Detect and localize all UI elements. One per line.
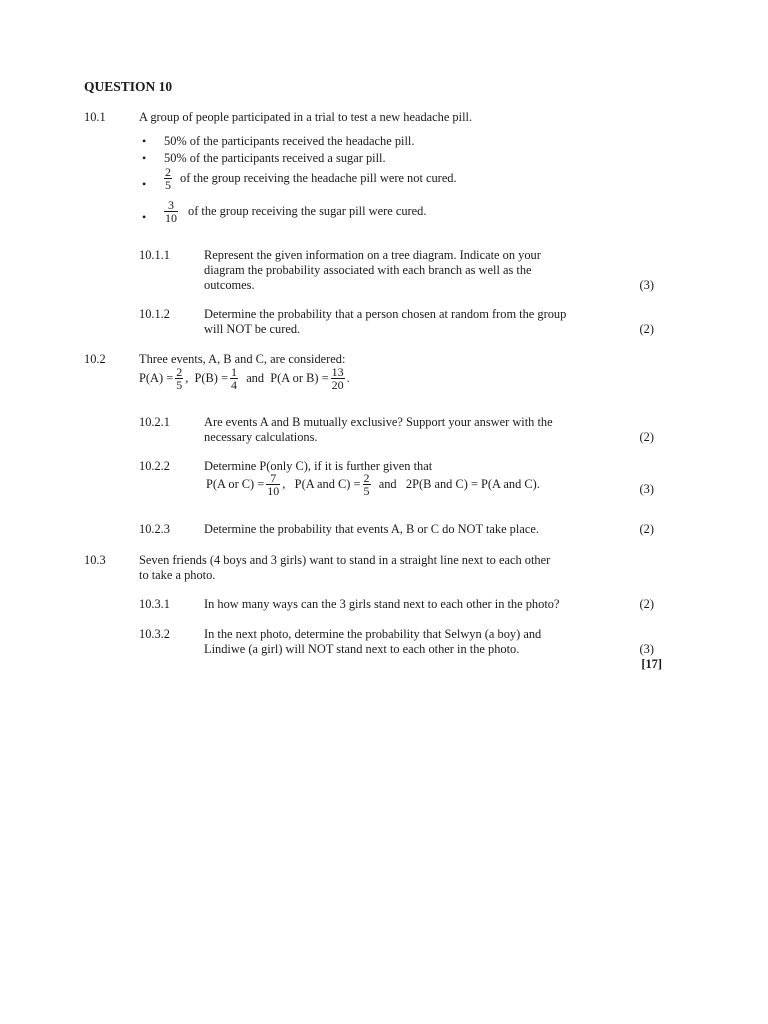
question-text-line: In the next photo, determine the probability that Selwyn (a boy) and — [204, 627, 542, 641]
q10-1-number: 10.1 — [84, 110, 106, 124]
given-probabilities: P(A or C) = $\frac{7}{10}$ , P(A and C) = $\frac{2}{5}$ and 2P(B and C) = P(A and C). — [206, 471, 540, 498]
fraction-denominator: 10 — [267, 484, 280, 498]
q10-2-1-number: 10.2.1 — [139, 415, 170, 429]
bullet-item: 50% of the participants received the headache pill. — [164, 134, 415, 148]
question-text-line: to take a photo. — [139, 568, 216, 582]
q10-1-intro: A group of people participated in a trial to test a new headache pill. — [139, 110, 473, 124]
fraction-denominator: 5 — [176, 378, 183, 392]
question-text-line: Determine P(only C), if it is further given that — [204, 459, 433, 473]
q10-3-2-number: 10.3.2 — [139, 627, 170, 641]
fraction-denominator: 4 — [230, 378, 237, 392]
fraction-numerator: 2 — [165, 165, 171, 179]
fraction-numerator: 3 — [168, 198, 174, 212]
marks: (2) — [639, 322, 654, 336]
q10-3-number: 10.3 — [84, 553, 106, 567]
fraction-denominator: 10 — [165, 211, 177, 225]
q10-1-1-number: 10.1.1 — [139, 248, 170, 262]
q10-2-number: 10.2 — [84, 352, 106, 366]
question-text-line: diagram the probability associated with each branch as well as the — [204, 263, 532, 277]
marks: (2) — [639, 430, 654, 444]
marks: (2) — [639, 522, 654, 536]
question-text-line: necessary calculations. — [204, 430, 318, 444]
fraction-numerator: 7 — [270, 471, 277, 485]
question-text-line: Determine the probability that events A, B or C do NOT take place. — [204, 522, 539, 536]
fraction-numerator: 13 — [331, 365, 344, 379]
bullet-text: of the group receiving the headache pill were not cured. — [180, 171, 457, 185]
fraction-denominator: 5 — [165, 178, 171, 192]
bullet-marker: • — [142, 134, 147, 148]
prob-label: P(B) = — [194, 371, 228, 385]
question-text-line: will NOT be cured. — [204, 322, 301, 336]
fraction — [363, 472, 371, 497]
q10-2-2-number: 10.2.2 — [139, 459, 170, 473]
fraction-denominator: 20 — [331, 378, 344, 392]
given-probabilities: P(A) = $\frac{2}{5}$ , P(B) = $\frac{1}{4}$ and P(A or B) = $\frac{13}{20}$ . — [139, 365, 350, 392]
fraction — [230, 366, 238, 391]
marks: (3) — [639, 642, 654, 656]
q10-2-intro: Three events, A, B and C, are considered: — [139, 352, 346, 366]
q10-1-2-number: 10.1.2 — [139, 307, 170, 321]
fraction-numerator: 1 — [230, 365, 237, 379]
question-text-line: Represent the given information on a tree diagram. Indicate on your — [204, 248, 541, 262]
fraction-numerator: 2 — [176, 365, 183, 379]
question-heading: QUESTION 10 — [84, 79, 173, 94]
and-word: and — [246, 371, 265, 385]
bullet-fraction-item — [162, 199, 426, 224]
bullet-marker: • — [142, 151, 147, 165]
bullet-item: 50% of the participants received a sugar pill. — [164, 151, 386, 165]
and-word: and — [378, 477, 397, 491]
bullet-fraction-item — [162, 166, 457, 191]
marks: (3) — [639, 278, 654, 292]
bullet-marker: • — [142, 210, 147, 224]
marks: (2) — [639, 597, 654, 611]
q10-2-3-number: 10.2.3 — [139, 522, 170, 536]
prob-label: P(A and C) = — [294, 477, 361, 491]
question-text-line: Lindiwe (a girl) will NOT stand next to each other in the photo. — [204, 642, 520, 656]
prob-label: P(A) = — [139, 371, 174, 385]
question-text-line: Seven friends (4 boys and 3 girls) want to stand in a straight line next to each other — [139, 553, 551, 567]
fraction — [331, 366, 345, 391]
fraction-numerator: 2 — [363, 471, 370, 485]
marks: (3) — [639, 482, 654, 496]
condition-text: 2P(B and C) = P(A and C). — [405, 477, 540, 491]
q10-3-1-number: 10.3.1 — [139, 597, 170, 611]
prob-label: P(A or B) = — [270, 371, 329, 385]
question-text-line: In how many ways can the 3 girls stand next to each other in the photo? — [204, 597, 560, 611]
fraction — [164, 166, 172, 191]
question-text-line: Determine the probability that a person chosen at random from the group — [204, 307, 567, 321]
question-text-line: Are events A and B mutually exclusive? Support your answer with the — [204, 415, 553, 429]
question-text-line: outcomes. — [204, 278, 255, 292]
fraction — [164, 199, 178, 224]
bullet-text: of the group receiving the sugar pill were cured. — [188, 204, 427, 218]
fraction — [266, 472, 280, 497]
question-total: [17] — [641, 657, 662, 671]
bullet-marker: • — [142, 177, 147, 191]
fraction — [175, 366, 183, 391]
fraction-denominator: 5 — [363, 484, 370, 498]
prob-label: P(A or C) = — [206, 477, 265, 491]
